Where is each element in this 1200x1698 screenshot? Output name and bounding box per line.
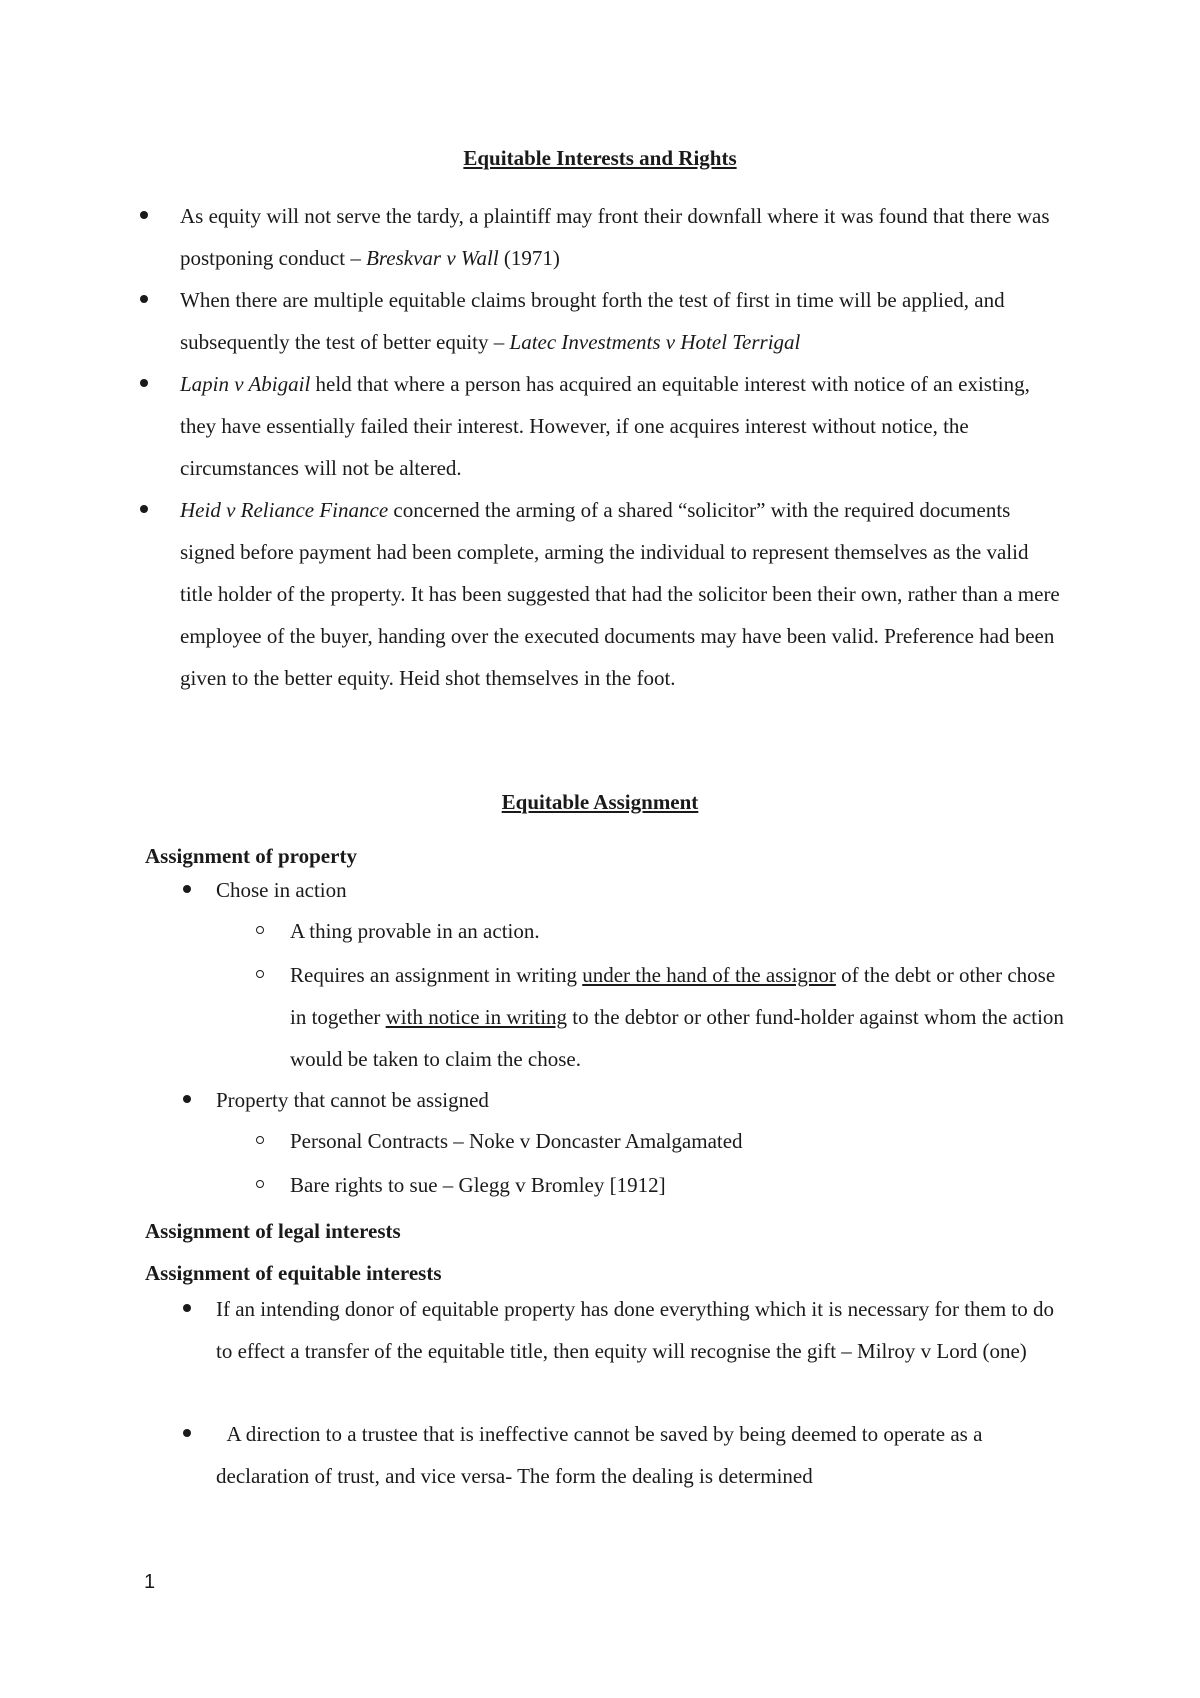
bullet-lapin: [180, 363, 1060, 489]
bullet-property-cannot-be-assigned: Property that cannot be assigned: [216, 1088, 489, 1112]
bullet-marker: [140, 211, 148, 219]
bullet-marker: [183, 1429, 191, 1437]
bullet-latec: [180, 279, 1060, 363]
page-number: 1: [144, 1571, 156, 1593]
bullet-marker: [183, 885, 191, 893]
bullet-breskvar: [180, 195, 1060, 279]
sub-bullet-marker: [256, 1180, 264, 1188]
bullet-text: (1971): [498, 246, 560, 270]
sub-bullet-marker: [256, 970, 264, 978]
sub-bullet-thing-provable: A thing provable in an action.: [290, 919, 540, 943]
bullet-marker: [183, 1304, 191, 1312]
case-name: Heid v Reliance Finance: [180, 498, 389, 522]
bullet-text: As equity will not serve the tardy, a plaintiff may front their downfall where it was found that there was postponing conduct –: [180, 204, 1050, 270]
case-name: Lapin v Abigail: [180, 372, 311, 396]
bullet-marker: [183, 1095, 191, 1103]
bullet-text: of the debt or other chose in together: [290, 963, 1056, 1029]
subheading-assignment-of-equitable-interests: Assignment of equitable interests: [145, 1261, 442, 1285]
underlined-text: under the hand of the assignor: [582, 963, 836, 987]
underlined-text: with notice in writing: [385, 1005, 568, 1029]
sub-bullet-requires-assignment: [290, 954, 1070, 1080]
bullet-direction-to-trustee: A direction to a trustee that is ineffective cannot be saved by being deemed to operate as a declaration of trust, and vice versa- The form the dealing is determined: [216, 1422, 988, 1488]
bullet-heid: [180, 489, 1060, 699]
bullet-text: to the debtor or other fund-holder against whom the action would be taken to claim the chose.: [290, 1005, 1064, 1071]
bullet-text: held that where a person has acquired an equitable interest with notice of an existing, they have essentially failed their interest. However, if one acquires interest without notice, the circumstances will not be altered.: [180, 372, 1030, 480]
case-name: Latec Investments v Hotel Terrigal: [509, 330, 801, 354]
sub-bullet-bare-rights: Bare rights to sue – Glegg v Bromley [1912]: [290, 1173, 666, 1197]
subheading-assignment-of-legal-interests: Assignment of legal interests: [145, 1219, 401, 1243]
bullet-marker: [140, 379, 148, 387]
bullet-text: When there are multiple equitable claims brought forth the test of first in time will be applied, and subsequently the test of better equity –: [180, 288, 1005, 354]
sub-bullet-marker: [256, 926, 264, 934]
section-title-equitable-interests: Equitable Interests and Rights: [463, 146, 737, 170]
case-name: Breskvar v Wall: [366, 246, 499, 270]
bullet-text: Requires an assignment in writing: [290, 963, 583, 987]
bullet-text: concerned the arming of a shared “solicitor” with the required documents signed before payment had been complete, arming the individual to represent themselves as the valid title holder of the property. It has been suggested that had the solicitor been their own, rather than a mere employee of the buyer, handing over the executed documents may have been valid. Preference had been given to the better equity. Heid shot themselves in the foot.: [180, 498, 1060, 690]
bullet-milroy: If an intending donor of equitable property has done everything which it is necessary for them to do to effect a transfer of the equitable title, then equity will recognise the gift – Milroy v Lord (one): [216, 1297, 1055, 1363]
sub-bullet-personal-contracts: Personal Contracts – Noke v Doncaster Amalgamated: [290, 1129, 743, 1153]
bullet-marker: [140, 505, 148, 513]
bullet-chose-in-action: Chose in action: [216, 878, 347, 902]
sub-bullet-marker: [256, 1136, 264, 1144]
bullet-marker: [140, 295, 148, 303]
section-title-equitable-assignment: Equitable Assignment: [501, 790, 699, 814]
subheading-assignment-of-property: Assignment of property: [145, 844, 357, 868]
